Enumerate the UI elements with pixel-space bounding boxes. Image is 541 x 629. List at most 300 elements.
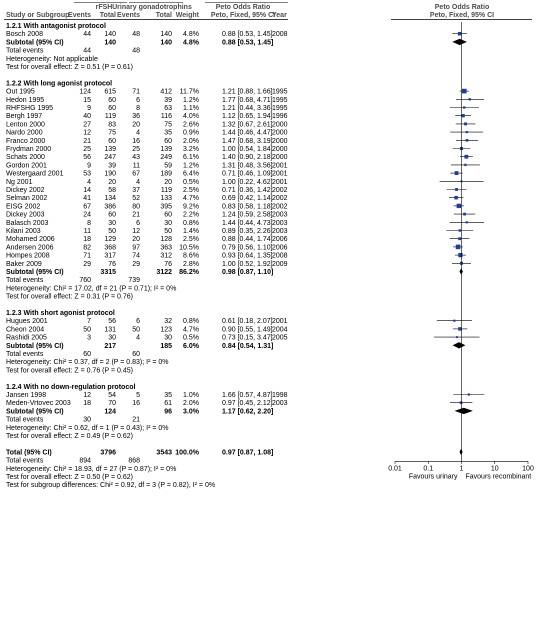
events-exp: 25	[83, 146, 91, 153]
weight: 0.9%	[183, 129, 199, 137]
subtotal-ci: 0.98 [0.87, 1.10]	[222, 269, 274, 276]
study-name: Rashidi 2005	[6, 334, 47, 342]
total-ctl: 39	[164, 96, 172, 104]
events-ctl: 71	[132, 88, 140, 96]
events-ctl: 20	[132, 236, 140, 244]
subtotal-total-ctl: 3122	[156, 269, 172, 276]
events-ctl: 29	[132, 260, 140, 268]
subtotal-label: Subtotal (95% CI)	[6, 408, 64, 416]
study-name: Schats 2000	[6, 154, 45, 162]
total-exp: 30	[108, 334, 116, 342]
events-exp: 8	[87, 219, 91, 227]
ci-diamond	[453, 342, 466, 348]
total-exp: 58	[108, 187, 116, 194]
study-name: Hompes 2008	[6, 252, 50, 260]
odds-ratio-ci: 0.73 [0.15, 3.47]	[222, 334, 273, 342]
subtotal-total-exp: 3315	[100, 269, 116, 276]
ci-diamond	[455, 408, 473, 414]
events-ctl: 6	[136, 96, 140, 104]
total-ctl: 60	[164, 211, 172, 219]
subtotal-label: Subtotal (95% CI)	[6, 342, 64, 350]
total-ctl: 35	[164, 392, 172, 399]
events-ctl: 8	[136, 105, 140, 112]
x-tick-label: 1	[459, 465, 464, 473]
total-ctl: 75	[164, 121, 172, 129]
events-ctl: 21	[132, 211, 140, 219]
subtotal-total-exp: 124	[104, 408, 116, 416]
study-square	[453, 320, 455, 322]
subtotal-total-ctl: 96	[164, 408, 172, 416]
weight: 8.6%	[183, 252, 199, 260]
total-events-label: Total events	[6, 457, 44, 465]
plot-subtitle: Peto, Fixed, 95% CI	[429, 12, 495, 19]
total-events-exp: 44	[83, 47, 91, 55]
total-exp: 54	[108, 392, 116, 399]
total-exp: 368	[104, 244, 116, 252]
group-name-exp: rFSH	[95, 4, 113, 11]
study-name: Bergh 1997	[6, 113, 43, 121]
study-name: Dickey 2003	[6, 211, 45, 219]
study-name: Franco 2000	[6, 137, 46, 145]
total-exp: 60	[108, 211, 116, 219]
total-exp: 70	[108, 400, 116, 408]
study-name: EISG 2002	[6, 203, 41, 211]
weight: 2.5%	[183, 187, 199, 194]
weight: 2.2%	[183, 211, 199, 219]
total-exp: 615	[104, 88, 116, 96]
column-header-total-exp: Total	[99, 12, 116, 19]
weight: 4.7%	[183, 326, 199, 334]
year: 2002	[272, 195, 288, 203]
study-name: Selman 2002	[6, 195, 48, 203]
column-header-total-ctl: Total	[155, 12, 172, 19]
total-events-ctl: 60	[132, 351, 140, 358]
events-ctl: 5	[136, 392, 140, 399]
events-exp: 15	[83, 96, 91, 104]
year: 2000	[272, 137, 288, 145]
subtotal-total-ctl: 140	[160, 39, 172, 47]
study-square	[454, 196, 457, 199]
events-ctl: 52	[132, 195, 140, 203]
weight: 2.5%	[183, 236, 199, 244]
odds-ratio-ci: 1.21 [0.44, 3.36]	[222, 105, 273, 112]
total-exp: 60	[108, 96, 116, 104]
odds-ratio-ci: 1.44 [0.44, 4.73]	[222, 219, 273, 227]
year: 2003	[272, 228, 288, 235]
year: 1995	[272, 96, 288, 104]
subtotal-ci: 0.88 [0.53, 1.45]	[222, 39, 274, 47]
subtotal-weight: 86.2%	[179, 269, 199, 276]
year: 2000	[272, 146, 288, 153]
total-ctl: 189	[160, 170, 172, 178]
weight: 1.4%	[183, 228, 199, 235]
events-ctl: 43	[132, 154, 140, 162]
total-ctl: 312	[160, 252, 172, 260]
events-ctl: 11	[132, 162, 140, 170]
events-exp: 27	[83, 121, 91, 129]
total-ctl: 363	[160, 244, 172, 252]
study-square	[466, 131, 468, 133]
subgroup-title: 1.2.1 With antagonist protocol	[6, 23, 106, 30]
ci-diamond	[459, 449, 462, 455]
weight: 6.4%	[183, 170, 199, 178]
weight: 2.0%	[183, 400, 199, 408]
odds-ratio-ci: 0.97 [0.45, 2.12]	[222, 400, 273, 408]
subtotal-ci: 1.17 [0.62, 2.20]	[222, 408, 274, 416]
subtotal-ci: 0.84 [0.54, 1.31]	[222, 342, 274, 350]
study-square	[464, 164, 466, 166]
study-square	[455, 171, 459, 175]
total-ci: 0.97 [0.87, 1.08]	[222, 449, 274, 457]
year: 2006	[272, 244, 288, 252]
total-exp: 119	[104, 113, 116, 121]
weight: 1.1%	[183, 105, 199, 112]
total-events-label: Total events	[6, 47, 44, 55]
study-square	[457, 204, 461, 208]
events-exp: 9	[87, 162, 91, 170]
study-name: Westergaard 2001	[6, 170, 64, 178]
events-exp: 71	[83, 252, 91, 260]
events-ctl: 4	[136, 129, 140, 137]
odds-ratio-ci: 1.66 [0.57, 4.87]	[222, 392, 273, 399]
total-ctl: 30	[164, 219, 172, 227]
total-ctl: 116	[160, 113, 172, 121]
total-ctl: 140	[160, 31, 172, 39]
weight: 4.7%	[183, 195, 199, 203]
total-ctl: 35	[164, 129, 172, 137]
total-events-exp: 60	[83, 351, 91, 358]
column-header-weight: Weight	[175, 12, 199, 19]
study-name: Nardo 2000	[6, 129, 43, 137]
odds-ratio-ci: 0.88 [0.44, 1.74]	[222, 236, 273, 244]
subgroup-title: 1.2.2 With long agonist protocol	[6, 80, 113, 88]
year: 1995	[272, 105, 288, 112]
x-tick-label: 0.1	[423, 465, 434, 473]
total-exp: 75	[108, 129, 116, 137]
total-label: Total (95% CI)	[6, 449, 52, 457]
study-name: Dickey 2002	[6, 187, 45, 194]
total-exp: 50	[108, 228, 116, 235]
overall-effect-test: Test for overall effect: Z = 0.31 (P = 0.76)	[6, 293, 133, 301]
weight: 9.2%	[183, 203, 199, 211]
total-ctl: 20	[164, 178, 172, 186]
odds-ratio-ci: 1.40 [0.90, 2.18]	[222, 154, 273, 162]
year: 2001	[272, 318, 288, 326]
events-ctl: 48	[132, 31, 140, 39]
weight: 0.8%	[183, 318, 199, 326]
events-exp: 41	[83, 195, 91, 203]
year: 2000	[272, 154, 288, 162]
heterogeneity: Heterogeneity: Chi² = 0.37, df = 2 (P = 0.83); I² = 0%	[6, 359, 169, 367]
odds-ratio-ci: 0.83 [0.58, 1.18]	[222, 203, 273, 211]
events-exp: 14	[83, 187, 91, 194]
weight: 3.2%	[183, 146, 199, 153]
study-name: Bosch 2008	[6, 31, 43, 39]
total-ctl: 395	[160, 203, 172, 211]
ci-diamond	[459, 268, 462, 274]
events-exp: 44	[83, 31, 91, 39]
odds-ratio-ci: 0.89 [0.35, 2.26]	[222, 228, 273, 235]
year: 1995	[272, 88, 288, 96]
events-ctl: 4	[136, 334, 140, 342]
events-exp: 82	[83, 244, 91, 252]
events-exp: 24	[83, 211, 91, 219]
odds-ratio-ci: 1.00 [0.54, 1.84]	[222, 146, 273, 153]
study-square	[464, 122, 467, 125]
year: 2006	[272, 236, 288, 244]
events-exp: 18	[83, 400, 91, 408]
odds-ratio-ci: 1.77 [0.68, 4.71]	[222, 96, 273, 104]
study-name: Kilani 2003	[6, 228, 41, 235]
odds-ratio-ci: 0.71 [0.36, 1.42]	[222, 187, 273, 194]
year: 2008	[272, 252, 288, 260]
heterogeneity: Heterogeneity: Not applicable	[6, 55, 98, 63]
odds-ratio-ci: 0.61 [0.18, 2.07]	[222, 318, 273, 326]
weight: 2.8%	[183, 260, 199, 268]
column-header-year: Year	[272, 12, 287, 19]
weight: 10.5%	[179, 244, 199, 252]
favours-left-label: Favours urinary	[408, 473, 458, 481]
events-ctl: 16	[132, 137, 140, 145]
subtotal-weight: 3.0%	[183, 408, 199, 416]
subtotal-label: Subtotal (95% CI)	[6, 39, 64, 47]
study-name: Mohamed 2006	[6, 236, 55, 244]
events-ctl: 97	[132, 244, 140, 252]
total-ctl: 139	[160, 146, 172, 153]
events-ctl: 20	[132, 121, 140, 129]
total-total-exp: 3796	[100, 449, 116, 457]
total-exp: 20	[108, 178, 116, 186]
study-name: Balasch 2003	[6, 219, 49, 227]
study-square	[458, 253, 462, 257]
total-overall-effect: Test for overall effect: Z = 0.50 (P = 0.62)	[6, 474, 133, 481]
weight: 4.0%	[183, 113, 199, 121]
events-ctl: 80	[132, 203, 140, 211]
odds-ratio-ci: 0.93 [0.64, 1.35]	[222, 252, 273, 260]
total-ctl: 76	[164, 260, 172, 268]
group-name-ctl: Urinary gonadotrophins	[112, 4, 192, 11]
total-exp: 134	[104, 195, 116, 203]
study-square	[466, 221, 468, 223]
subgroup-differences-test: Test for subgroup differences: Chi² = 0.92, df = 3 (P = 0.82), I² = 0%	[6, 482, 216, 490]
odds-ratio-ci: 1.47 [0.68, 3.19]	[222, 137, 273, 145]
events-exp: 18	[83, 236, 91, 244]
study-square	[468, 393, 470, 395]
subtotal-label: Subtotal (95% CI)	[6, 269, 64, 276]
total-events-ctl: 21	[132, 416, 140, 424]
odds-ratio-ci: 1.00 [0.52, 1.92]	[222, 260, 273, 268]
total-exp: 247	[104, 154, 116, 162]
study-square	[458, 32, 462, 36]
events-exp: 21	[83, 137, 91, 145]
subtotal-total-exp: 217	[104, 342, 116, 350]
events-exp: 124	[79, 88, 91, 96]
events-exp: 29	[83, 260, 91, 268]
total-weight: 100.0%	[175, 449, 199, 457]
total-ctl: 249	[160, 154, 172, 162]
total-ctl: 133	[160, 195, 172, 203]
total-events-label: Total events	[6, 416, 44, 424]
total-exp: 83	[108, 121, 116, 129]
study-square	[459, 229, 461, 231]
events-exp: 4	[87, 178, 91, 186]
column-header-events-exp: Events	[68, 12, 91, 19]
events-exp: 3	[87, 334, 91, 342]
events-exp: 12	[83, 392, 91, 399]
total-exp: 140	[104, 31, 116, 39]
total-ctl: 128	[160, 236, 172, 244]
weight: 6.1%	[183, 154, 199, 162]
events-ctl: 6	[136, 318, 140, 326]
year: 2001	[272, 178, 288, 186]
odds-ratio-ci: 1.31 [0.48, 3.56]	[222, 162, 273, 170]
heterogeneity: Heterogeneity: Chi² = 17.02, df = 21 (P = 0.71); I² = 0%	[6, 285, 177, 293]
odds-ratio-ci: 1.21 [0.88, 1.66]	[222, 88, 273, 96]
total-events-exp: 760	[79, 277, 91, 285]
weight: 1.2%	[183, 96, 199, 104]
year: 1996	[272, 113, 288, 121]
total-exp: 317	[104, 252, 116, 260]
column-title-or: Peto Odds Ratio	[215, 4, 271, 11]
overall-effect-test: Test for overall effect: Z = 0.51 (P = 0.61)	[6, 64, 133, 71]
column-header-study: Study or Subgroup	[6, 12, 70, 19]
study-square	[460, 401, 463, 404]
total-ctl: 30	[164, 334, 172, 342]
weight: 0.8%	[183, 219, 199, 227]
year: 2008	[272, 31, 288, 39]
total-exp: 386	[104, 203, 116, 211]
heterogeneity: Heterogeneity: Chi² = 0.62, df = 1 (P = 0.43); I² = 0%	[6, 424, 169, 432]
events-ctl: 6	[136, 219, 140, 227]
year: 2001	[272, 162, 288, 170]
events-exp: 12	[83, 129, 91, 137]
study-name: Lenton 2000	[6, 121, 45, 129]
total-ctl: 61	[164, 400, 172, 408]
year: 2002	[272, 187, 288, 194]
weight: 0.5%	[183, 334, 199, 342]
weight: 1.2%	[183, 162, 199, 170]
study-name: RHFSHG 1995	[6, 105, 54, 112]
total-exp: 131	[104, 326, 116, 334]
total-ctl: 63	[164, 105, 172, 112]
total-events-ctl: 739	[128, 277, 140, 285]
total-exp: 30	[108, 219, 116, 227]
x-tick-label: 0.01	[388, 465, 402, 473]
year: 2003	[272, 400, 288, 408]
study-name: Jansen 1998	[6, 392, 47, 399]
events-exp: 7	[87, 318, 91, 326]
subtotal-weight: 6.0%	[183, 342, 199, 350]
weight: 2.6%	[183, 121, 199, 129]
plot-title: Peto Odds Ratio	[434, 4, 490, 11]
events-exp: 9	[87, 105, 91, 112]
ci-diamond	[452, 39, 467, 45]
subtotal-weight: 4.8%	[183, 39, 199, 47]
study-square	[456, 336, 458, 338]
study-square	[462, 89, 467, 94]
events-exp: 53	[83, 170, 91, 178]
study-square	[464, 155, 468, 159]
study-square	[458, 237, 461, 240]
subtotal-total-exp: 140	[104, 39, 116, 47]
study-square	[458, 327, 461, 330]
events-ctl: 16	[132, 400, 140, 408]
total-events-ctl: 868	[128, 457, 140, 465]
favours-right-label: Favours recombinant	[465, 473, 532, 481]
odds-ratio-ci: 0.69 [0.42, 1.14]	[222, 195, 273, 203]
odds-ratio-ci: 1.24 [0.59, 2.58]	[222, 211, 273, 219]
year: 1998	[272, 392, 288, 399]
subtotal-total-ctl: 185	[160, 342, 172, 350]
column-subtitle-or: Peto, Fixed, 95% CI	[210, 12, 276, 19]
total-ctl: 119	[160, 187, 172, 194]
year: 2002	[272, 203, 288, 211]
events-ctl: 67	[132, 170, 140, 178]
total-exp: 139	[104, 146, 116, 153]
total-ctl: 59	[164, 162, 172, 170]
total-ctl: 123	[160, 326, 172, 334]
study-name: Ng 2001	[6, 178, 33, 186]
odds-ratio-ci: 1.32 [0.67, 2.61]	[222, 121, 273, 129]
total-ctl: 32	[164, 318, 172, 326]
total-ctl: 50	[164, 228, 172, 235]
total-ctl: 412	[160, 88, 172, 96]
column-header-events-ctl: Events	[117, 12, 140, 19]
events-ctl: 12	[132, 228, 140, 235]
subgroup-title: 1.2.3 With short agonist protocol	[6, 310, 115, 317]
total-exp: 39	[108, 162, 116, 170]
odds-ratio-ci: 1.00 [0.22, 4.62]	[222, 178, 273, 186]
overall-effect-test: Test for overall effect: Z = 0.76 (P = 0.45)	[6, 367, 133, 375]
odds-ratio-ci: 0.90 [0.55, 1.49]	[222, 326, 273, 334]
total-events-ctl: 48	[132, 47, 140, 55]
weight: 11.7%	[179, 88, 199, 96]
study-square	[463, 213, 466, 216]
events-ctl: 37	[132, 187, 140, 194]
study-square	[463, 106, 465, 108]
overall-effect-test: Test for overall effect: Z = 0.49 (P = 0.62)	[6, 433, 133, 440]
year: 2003	[272, 219, 288, 227]
odds-ratio-ci: 0.71 [0.46, 1.09]	[222, 170, 273, 178]
odds-ratio-ci: 0.88 [0.53, 1.45]	[222, 31, 273, 39]
study-name: Andersen 2006	[6, 244, 54, 252]
total-heterogeneity: Heterogeneity: Chi² = 18.93, df = 27 (P = 0.87); I² = 0%	[6, 465, 177, 473]
total-exp: 60	[108, 137, 116, 145]
events-ctl: 36	[132, 113, 140, 121]
study-name: Frydman 2000	[6, 146, 52, 153]
odds-ratio-ci: 0.79 [0.56, 1.10]	[222, 244, 273, 252]
weight: 2.0%	[183, 137, 199, 145]
weight: 0.5%	[183, 178, 199, 186]
total-events-label: Total events	[6, 277, 44, 285]
total-exp: 76	[108, 260, 116, 268]
x-tick-label: 10	[490, 465, 499, 473]
odds-ratio-ci: 1.44 [0.46, 4.47]	[222, 129, 273, 137]
year: 2003	[272, 211, 288, 219]
total-exp: 60	[108, 105, 116, 112]
total-events-label: Total events	[6, 351, 44, 358]
weight: 4.8%	[183, 31, 199, 39]
study-name: Hedon 1995	[6, 96, 45, 104]
events-ctl: 4	[136, 178, 140, 186]
total-ctl: 60	[164, 137, 172, 145]
events-exp: 56	[83, 154, 91, 162]
study-name: Cheon 2004	[6, 326, 45, 334]
x-tick-label: 100	[522, 465, 534, 473]
total-exp: 190	[104, 170, 116, 178]
study-square	[466, 139, 469, 142]
study-name: Gordon 2001	[6, 162, 47, 170]
